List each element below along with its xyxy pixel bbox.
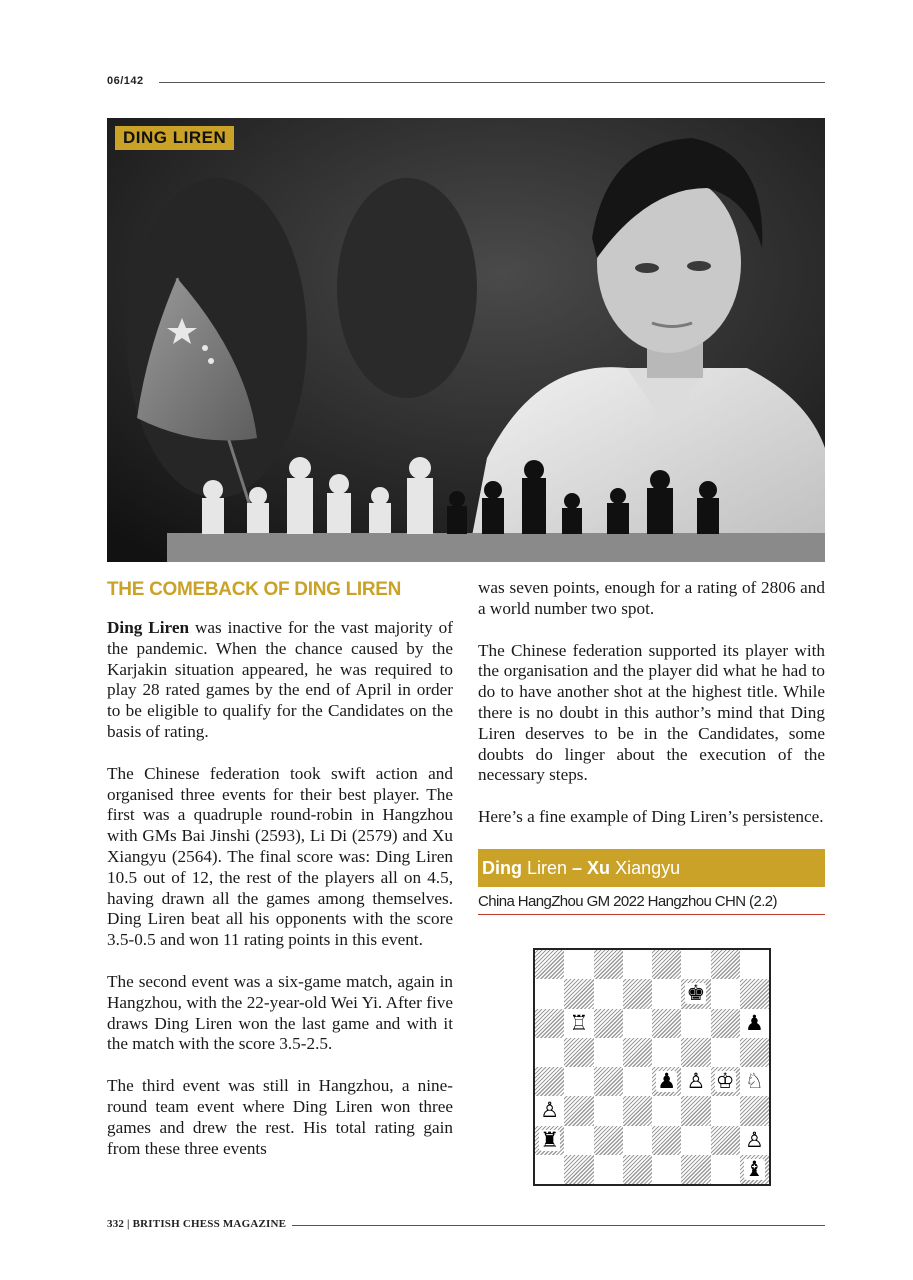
square-c7	[594, 979, 623, 1008]
square-a6	[535, 1009, 564, 1038]
square-g7	[711, 979, 740, 1008]
black-player-first: Xu	[587, 857, 611, 878]
square-f3	[681, 1096, 710, 1125]
black-bishop-icon: ♝	[744, 1156, 764, 1181]
square-d7	[623, 979, 652, 1008]
square-d6	[623, 1009, 652, 1038]
white-rook-icon: ♖	[569, 1010, 589, 1035]
square-f1	[681, 1155, 710, 1184]
player-name-bold: Ding Liren	[107, 618, 190, 637]
square-e2	[652, 1126, 681, 1155]
square-g5	[711, 1038, 740, 1067]
players-separator: –	[567, 857, 588, 878]
square-f8	[681, 950, 710, 979]
square-c4	[594, 1067, 623, 1096]
square-g2	[711, 1126, 740, 1155]
footer-page-publication: 332 | BRITISH CHESS MAGAZINE	[107, 1218, 292, 1230]
square-c3	[594, 1096, 623, 1125]
black-king-icon: ♚	[686, 981, 706, 1006]
square-b2	[564, 1126, 593, 1155]
square-d1	[623, 1155, 652, 1184]
square-c6	[594, 1009, 623, 1038]
page-footer	[107, 1219, 825, 1233]
square-d8	[623, 950, 652, 979]
square-c5	[594, 1038, 623, 1067]
black-pawn-icon: ♟	[744, 1010, 764, 1035]
header-rule	[159, 82, 825, 83]
square-h5	[740, 1038, 769, 1067]
paragraph-1	[107, 618, 453, 743]
white-king-icon: ♔	[715, 1069, 735, 1094]
square-b7	[564, 979, 593, 1008]
square-e7	[652, 979, 681, 1008]
square-a1	[535, 1155, 564, 1184]
paragraph-5: was seven points, enough for a rating of 2806 and a world number two spot.	[478, 578, 825, 618]
black-rook-icon: ♜	[540, 1127, 560, 1152]
square-h1	[740, 1155, 769, 1184]
square-g3	[711, 1096, 740, 1125]
square-f5	[681, 1038, 710, 1067]
square-d3	[623, 1096, 652, 1125]
square-b6	[564, 1009, 593, 1038]
white-player-last: Liren	[522, 857, 568, 878]
square-b3	[564, 1096, 593, 1125]
square-e3	[652, 1096, 681, 1125]
square-a2	[535, 1126, 564, 1155]
square-h3	[740, 1096, 769, 1125]
game-event-info: China HangZhou GM 2022 Hangzhou CHN (2.2)	[478, 893, 825, 915]
square-f7	[681, 979, 710, 1008]
photo-illustration	[107, 118, 825, 562]
square-d2	[623, 1126, 652, 1155]
white-knight-icon: ♘	[744, 1069, 764, 1094]
square-h7	[740, 979, 769, 1008]
square-a5	[535, 1038, 564, 1067]
square-b5	[564, 1038, 593, 1067]
square-c2	[594, 1126, 623, 1155]
page-number: 06/142	[107, 75, 150, 87]
square-g1	[711, 1155, 740, 1184]
paragraph-3: The second event was a six-game match, again in Hangzhou, with the 22-year-old Wei Yi. After five draws Ding Liren won the last game and with it the match with the score 3.5-2.5.	[107, 971, 453, 1054]
square-h6	[740, 1009, 769, 1038]
square-a4	[535, 1067, 564, 1096]
white-pawn-icon: ♙	[686, 1069, 706, 1094]
photo-caption-tag: DING LIREN	[115, 126, 234, 150]
square-a8	[535, 950, 564, 979]
square-c8	[594, 950, 623, 979]
article-title: THE COMEBACK OF DING LIREN	[107, 579, 402, 600]
chess-diagram	[533, 948, 771, 1186]
square-d5	[623, 1038, 652, 1067]
square-f2	[681, 1126, 710, 1155]
paragraph-2: The Chinese federation took swift action and organised three events for their best player. The first was a quadruple round-robin in Hangzhou with GMs Bai Jinshi (2593), Li Di (2579) and Xu Xiangyu (2564). The final score was: Ding Liren 10.5 out of 12, the rest of the players all on 4.5, having drawn all the games among themselves. Ding Liren beat all his opponents with the score 3.5-0.5 and won 11 rating points in this event.	[107, 763, 453, 950]
square-b1	[564, 1155, 593, 1184]
white-pawn-icon: ♙	[540, 1098, 560, 1123]
article-right-column	[478, 578, 825, 915]
paragraph-1-text: was inactive for the vast majority of the pandemic. When the chance caused by the Karjakin situation appeared, he was required to play 28 rated games by the end of April in order to be eligible to qualify for the Candidates on the basis of rating.	[107, 618, 453, 741]
square-g4	[711, 1067, 740, 1096]
square-b8	[564, 950, 593, 979]
square-h4	[740, 1067, 769, 1096]
square-e8	[652, 950, 681, 979]
footer-rule	[287, 1225, 825, 1226]
article-left-column	[107, 578, 453, 1180]
square-f4	[681, 1067, 710, 1096]
square-d4	[623, 1067, 652, 1096]
paragraph-4: The third event was still in Hangzhou, a nine-round team event where Ding Liren won three games and drew the rest. His total rating gain from these three events	[107, 1076, 453, 1158]
square-g6	[711, 1009, 740, 1038]
square-b4	[564, 1067, 593, 1096]
page-header	[107, 76, 825, 90]
paragraph-7: Here’s a fine example of Ding Liren’s persistence.	[478, 807, 824, 827]
square-e1	[652, 1155, 681, 1184]
white-pawn-icon: ♙	[744, 1127, 764, 1152]
black-player-last: Xiangyu	[610, 857, 681, 878]
square-g8	[711, 950, 740, 979]
paragraph-6: The Chinese federation supported its player with the organisation and the player did what he had to do to have another shot at the highest title. While there is no doubt in this author’s mind that Ding Liren deserves to be in the Candidates, some doubts do linger about the execution of the necessary steps.	[478, 640, 825, 785]
square-e6	[652, 1009, 681, 1038]
square-h8	[740, 950, 769, 979]
square-e5	[652, 1038, 681, 1067]
black-pawn-icon: ♟	[657, 1069, 677, 1094]
ding-liren-photo	[107, 118, 825, 562]
square-a3	[535, 1096, 564, 1125]
game-players-banner	[478, 849, 825, 887]
square-e4	[652, 1067, 681, 1096]
square-f6	[681, 1009, 710, 1038]
white-player-first: Ding	[482, 857, 522, 878]
square-c1	[594, 1155, 623, 1184]
square-h2	[740, 1126, 769, 1155]
square-a7	[535, 979, 564, 1008]
